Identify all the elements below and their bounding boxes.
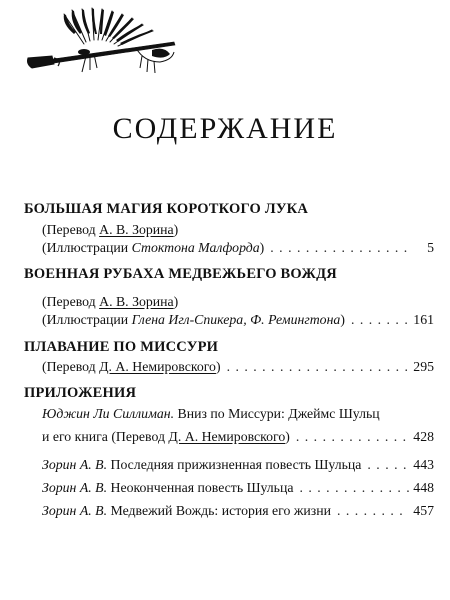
dot-leader — [337, 502, 409, 520]
toc-entry-appendix-4 — [42, 502, 434, 520]
illustrator-names: Глена Игл-Спикера, Ф. Ремингтона — [131, 312, 341, 327]
dot-leader — [227, 358, 410, 376]
entry-text: ) — [340, 312, 345, 327]
entry-text: (Перевод — [42, 222, 100, 237]
section-title-appendices: ПРИЛОЖЕНИЯ — [24, 385, 137, 401]
dot-leader — [351, 311, 409, 329]
author-name: Зорин А. В. — [42, 457, 108, 472]
translator-name: А. В. Зорина — [99, 294, 174, 309]
toc-entry-appendix-3 — [42, 479, 434, 497]
author-name: Зорин А. В. — [42, 480, 108, 495]
entry-text: Медвежий Вождь: история его жизни — [107, 503, 331, 518]
translator-name: Д. А. Немировского — [99, 359, 216, 374]
entry-text: ) — [259, 240, 265, 255]
dot-leader — [367, 456, 409, 474]
entry-text: Неоконченная повесть Шульца — [107, 480, 294, 495]
page-number: 295 — [413, 359, 434, 374]
entry-text: ) — [173, 222, 179, 237]
page-number: 443 — [413, 457, 434, 472]
page-number: 428 — [413, 429, 434, 444]
section-title-missouri-voyage: ПЛАВАНИЕ ПО МИССУРИ — [24, 339, 219, 355]
page-number: 5 — [427, 240, 434, 255]
entry-text: ) — [285, 429, 290, 444]
toc-entry-appendix-1-line-2 — [42, 428, 434, 446]
dot-leader — [299, 479, 409, 497]
entry-text: (Перевод — [42, 359, 100, 374]
entry-text: ) — [215, 359, 221, 374]
translator-name: Д. А. Немировского — [168, 429, 286, 444]
section-title-war-shirt-bear-chief: ВОЕННАЯ РУБАХА МЕДВЕЖЬЕГО ВОЖДЯ — [24, 266, 337, 282]
dot-leader — [296, 428, 409, 446]
toc-entry-s2-illustrations — [42, 311, 434, 329]
entry-text: (Иллюстрации — [42, 312, 132, 327]
toc-entry-s1-illustrations — [42, 239, 434, 257]
author-name: Юджин Ли Силлиман. — [42, 406, 175, 421]
page-title: СОДЕРЖАНИЕ — [112, 112, 338, 145]
rifle-and-feathers-icon — [24, 6, 182, 76]
entry-text: Вниз по Миссури: Джеймс Шульц — [174, 406, 380, 421]
page-number: 448 — [413, 480, 434, 495]
entry-text: и его книга (Перевод — [42, 429, 169, 444]
page-number: 457 — [413, 503, 434, 518]
entry-text: ) — [173, 294, 179, 309]
entry-text: Последняя прижизненная повесть Шульца — [107, 457, 362, 472]
toc-entry-s1-translation — [42, 221, 434, 239]
toc-entry-appendix-2 — [42, 456, 434, 474]
page-number: 161 — [413, 312, 434, 327]
dot-leader — [270, 239, 412, 257]
section-title-big-magic-short-bow: БОЛЬШАЯ МАГИЯ КОРОТКОГО ЛУКА — [24, 201, 309, 217]
toc-entry-appendix-1-line-1 — [42, 405, 434, 423]
entry-text: (Иллюстрации — [42, 240, 132, 255]
toc-entry-s3-translation — [42, 358, 434, 376]
toc-entry-s2-translation — [42, 293, 434, 311]
translator-name: А. В. Зорина — [99, 222, 174, 237]
illustrator-name: Стоктона Малфорда — [131, 240, 260, 255]
author-name: Зорин А. В. — [42, 503, 108, 518]
entry-text: (Перевод — [42, 294, 100, 309]
